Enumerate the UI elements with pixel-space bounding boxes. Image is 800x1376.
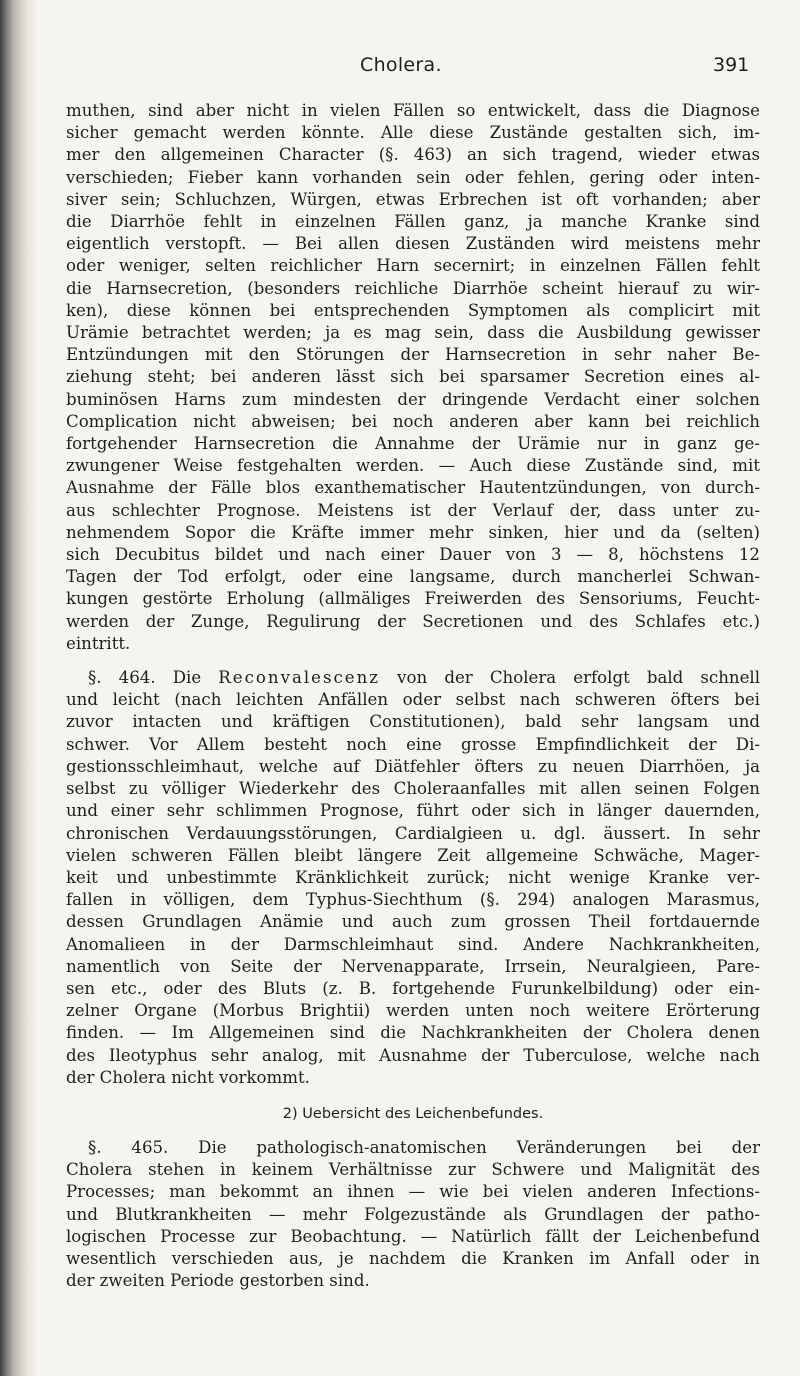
text-line: keit und unbestimmte Kränklichkeit zurück; nicht wenige Kranke ver- <box>66 867 760 887</box>
text-line: zuvor intacten und kräftigen Constitutionen), bald sehr langsam und <box>66 712 760 732</box>
text-line: Cholera stehen in keinem Verhältnisse zur Schwere und Malignität des <box>66 1160 760 1180</box>
text-line <box>66 667 760 689</box>
text-line: wesentlich verschieden aus, je nachdem die Kranken im Anfall oder in <box>66 1248 760 1268</box>
text-line: Ausnahme der Fälle blos exanthematischer Hautentzündungen, von durch- <box>66 478 760 498</box>
text-line: selbst zu völliger Wiederkehr des Choleraanfalles mit allen seinen Folgen <box>66 779 760 799</box>
text-line: der Cholera nicht vorkommt. <box>66 1067 310 1087</box>
text-line: eigentlich verstopft. — Bei allen diesen Zuständen wird meistens mehr <box>66 234 760 254</box>
text-line: Processes; man bekommt an ihnen — wie bei vielen anderen Infections- <box>66 1182 760 1202</box>
body-text <box>66 100 760 1292</box>
text-line: ken), diese können bei entsprechenden Symptomen als complicirt mit <box>66 300 760 320</box>
section-lead-rest: von der Cholera erfolgt bald schnell <box>397 668 761 688</box>
text-line: finden. — Im Allgemeinen sind die Nachkrankheiten der Cholera denen <box>66 1023 760 1043</box>
section-keyword: Reconvalescenz <box>218 668 381 688</box>
text-line: eintritt. <box>66 633 131 653</box>
text-line: Urämie betrachtet werden; ja es mag sein, dass die Ausbildung gewisser <box>66 323 760 343</box>
text-line: Complication nicht abweisen; bei noch anderen aber kann bei reichlich <box>66 411 760 431</box>
text-line: namentlich von Seite der Nervenapparate, Irrsein, Neuralgieen, Pare- <box>66 956 760 976</box>
text-line: nehmendem Sopor die Kräfte immer mehr sinken, hier und da (selten) <box>66 522 760 542</box>
text-line: und einer sehr schlimmen Prognose, führt oder sich in länger dauernden, <box>66 801 760 821</box>
text-line: chronischen Verdauungsstörungen, Cardialgieen u. dgl. äussert. In sehr <box>66 823 760 843</box>
paragraph-1 <box>66 100 760 655</box>
text-line: werden der Zunge, Regulirung der Secretionen und des Schlafes etc.) <box>66 611 760 631</box>
page-number: 391 <box>713 54 750 76</box>
text-line: fallen in völligen, dem Typhus-Siechthum (§. 294) analogen Marasmus, <box>66 890 760 910</box>
text-line: aus schlechter Prognose. Meistens ist der Verlauf der, dass unter zu- <box>66 500 760 520</box>
text-line: buminösen Harns zum mindesten der dringende Verdacht einer solchen <box>66 389 760 409</box>
text-line: die Harnsecretion, (besonders reichliche Diarrhöe scheint hierauf zu wir- <box>66 278 760 298</box>
text-line: kungen gestörte Erholung (allmäliges Freiwerden des Sensoriums, Feucht- <box>66 589 760 609</box>
text-line: Entzündungen mit den Störungen der Harnsecretion in sehr naher Be- <box>66 345 760 365</box>
text-line: ziehung steht; bei anderen lässt sich bei sparsamer Secretion eines al- <box>66 367 760 387</box>
page-header <box>0 54 800 84</box>
text-line: Tagen der Tod erfolgt, oder eine langsame, durch mancherlei Schwan- <box>66 567 760 587</box>
text-line: gestionsschleimhaut, welche auf Diätfehler öfters zu neuen Diarrhöen, ja <box>66 756 760 776</box>
text-line: Anomalieen in der Darmschleimhaut sind. Andere Nachkrankheiten, <box>66 934 760 954</box>
text-line: der zweiten Periode gestorben sind. <box>66 1271 370 1291</box>
text-line: sen etc., oder des Bluts (z. B. fortgehende Furunkelbildung) oder ein- <box>66 978 760 998</box>
text-line: mer den allgemeinen Character (§. 463) an sich tragend, wieder etwas <box>66 145 760 165</box>
text-line: dessen Grundlagen Anämie und auch zum grossen Theil fortdauernde <box>66 912 760 932</box>
text-line: zwungener Weise festgehalten werden. — Auch diese Zustände sind, mit <box>66 456 760 476</box>
text-line: fortgehender Harnsecretion die Annahme der Urämie nur in ganz ge- <box>66 434 760 454</box>
section-lead: §. 464. Die <box>88 668 202 688</box>
text-line: sicher gemacht werden könnte. Alle diese Zustände gestalten sich, im- <box>66 123 760 143</box>
running-title: Cholera. <box>360 54 442 76</box>
text-line: und leicht (nach leichten Anfällen oder selbst nach schweren öfters bei <box>66 690 760 710</box>
text-line: §. 465. Die pathologisch-anatomischen Veränderungen bei der <box>88 1137 760 1157</box>
text-line: und Blutkrankheiten — mehr Folgezustände als Grundlagen der patho- <box>66 1204 760 1224</box>
paragraph-2 <box>66 667 760 1089</box>
text-line: logischen Processe zur Beobachtung. — Natürlich fällt der Leichenbefund <box>66 1226 760 1246</box>
text-line: des Ileotyphus sehr analog, mit Ausnahme der Tuberculose, welche nach <box>66 1045 760 1065</box>
text-line: schwer. Vor Allem besteht noch eine grosse Empfindlichkeit der Di- <box>66 734 760 754</box>
text-line: vielen schweren Fällen bleibt längere Zeit allgemeine Schwäche, Mager- <box>66 845 760 865</box>
section-subheading: 2) Uebersicht des Leichenbefundes. <box>282 1105 544 1122</box>
text-line: zelner Organe (Morbus Brightii) werden unten noch weitere Erörterung <box>66 1001 760 1021</box>
book-binding-edge <box>0 0 38 1376</box>
text-line: muthen, sind aber nicht in vielen Fällen so entwickelt, dass die Diagnose <box>66 101 760 120</box>
paragraph-3 <box>66 1137 760 1292</box>
text-line: verschieden; Fieber kann vorhanden sein oder fehlen, gering oder inten- <box>66 167 760 187</box>
text-line: sich Decubitus bildet und nach einer Dauer von 3 — 8, höchstens 12 <box>66 545 760 565</box>
text-line: die Diarrhöe fehlt in einzelnen Fällen ganz, ja manche Kranke sind <box>66 212 760 232</box>
text-line: oder weniger, selten reichlicher Harn secernirt; in einzelnen Fällen fehlt <box>66 256 760 276</box>
text-line: siver sein; Schluchzen, Würgen, etwas Erbrechen ist oft vorhanden; aber <box>66 189 760 209</box>
